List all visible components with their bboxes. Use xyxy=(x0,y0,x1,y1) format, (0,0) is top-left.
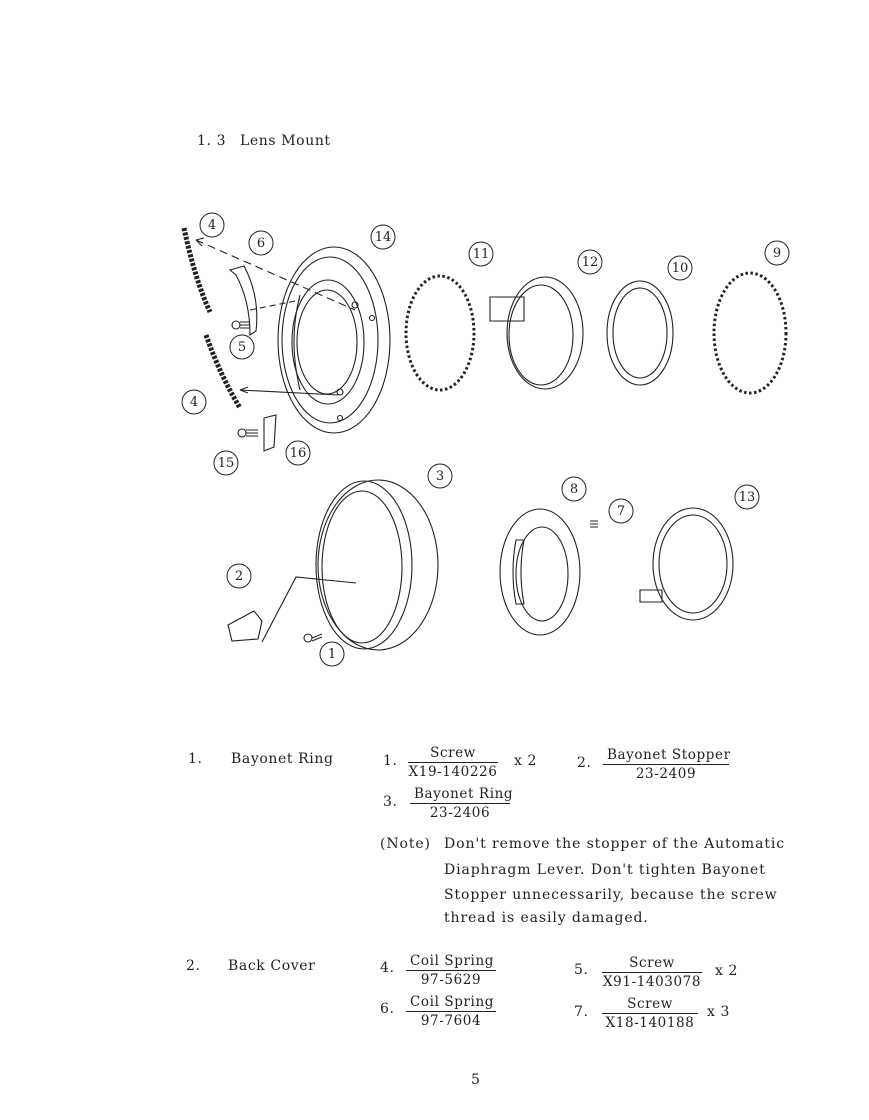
part-entry-bayonet-ring xyxy=(410,786,514,821)
part-code: X18-140188 xyxy=(605,1015,695,1031)
part-code: X19-140226 xyxy=(408,764,498,780)
item-index: 4. xyxy=(380,960,395,976)
callout-label: 3 xyxy=(435,469,445,484)
callout-label: 16 xyxy=(289,446,307,461)
callout-label: 4 xyxy=(189,395,199,410)
group-number: 1. xyxy=(188,751,203,767)
item-qty: x 3 xyxy=(707,1004,731,1020)
part-5-screw xyxy=(232,321,250,329)
note-line: thread is easily damaged. xyxy=(444,910,649,926)
part-entry-coil-spring xyxy=(406,994,496,1029)
item-qty: x 2 xyxy=(715,963,739,979)
page-number: 5 xyxy=(471,1072,481,1088)
part-14-mount-plate xyxy=(278,247,390,433)
part-code: 97-5629 xyxy=(420,972,482,988)
part-code: 23-2409 xyxy=(635,766,697,782)
part-10-ring xyxy=(607,281,673,385)
callout-label: 2 xyxy=(234,569,244,584)
group-name: Back Cover xyxy=(228,958,316,974)
part-2-stopper xyxy=(228,611,262,641)
callout-label: 7 xyxy=(616,504,626,519)
part-7-screw xyxy=(590,521,598,527)
part-1-screw xyxy=(304,634,322,642)
item-index: 2. xyxy=(577,755,592,771)
group-name: Bayonet Ring xyxy=(231,751,334,767)
part-12-ring xyxy=(490,277,583,389)
callout-label: 15 xyxy=(217,456,235,471)
part-code: 23-2406 xyxy=(429,805,491,821)
part-11-balls xyxy=(406,276,474,390)
note-line: Diaphragm Lever. Don't tighten Bayonet xyxy=(444,862,766,878)
note-line: Stopper unnecessarily, because the screw xyxy=(444,887,778,903)
part-name: Screw xyxy=(408,745,498,763)
part-entry-coil-spring xyxy=(406,953,496,988)
part-name: Screw xyxy=(602,955,702,973)
item-qty: x 2 xyxy=(514,753,538,769)
part-name: Coil Spring xyxy=(406,994,496,1012)
section-title: Lens Mount xyxy=(240,133,331,149)
item-index: 5. xyxy=(574,962,589,978)
note-label: (Note) xyxy=(380,836,431,852)
item-index: 3. xyxy=(383,794,398,810)
callout-label: 11 xyxy=(472,247,490,262)
note-line: Don't remove the stopper of the Automatic xyxy=(444,836,785,852)
callout-label: 5 xyxy=(237,340,247,355)
part-entry-screw xyxy=(602,996,698,1031)
part-name: Bayonet Ring xyxy=(410,786,510,804)
part-entry-screw xyxy=(602,955,702,990)
callout-label: 14 xyxy=(374,230,392,245)
callout-label: 13 xyxy=(738,490,756,505)
part-name: Bayonet Stopper xyxy=(603,747,729,765)
callout-label: 9 xyxy=(772,246,782,261)
section-number: 1. 3 xyxy=(197,133,227,149)
part-name: Screw xyxy=(602,996,698,1014)
part-code: 97-7604 xyxy=(420,1013,482,1029)
part-9-balls xyxy=(714,273,786,393)
part-3-bayonet-ring xyxy=(316,480,438,650)
item-index: 1. xyxy=(383,753,398,769)
part-name: Coil Spring xyxy=(406,953,496,971)
part-13-ring xyxy=(640,508,733,620)
callout-label: 6 xyxy=(256,236,266,251)
callout-label: 10 xyxy=(671,261,689,276)
part-15-screw xyxy=(238,429,258,437)
part-8-plate xyxy=(500,509,580,635)
part-entry-bayonet-stopper xyxy=(603,747,729,782)
group-number: 2. xyxy=(186,958,201,974)
part-16-plate xyxy=(264,415,276,451)
callout-label: 12 xyxy=(581,255,599,270)
item-index: 6. xyxy=(380,1001,395,1017)
part-entry-screw xyxy=(408,745,498,780)
part-code: X91-1403078 xyxy=(602,974,702,990)
callout-label: 8 xyxy=(569,482,579,497)
callout-label: 1 xyxy=(327,647,337,662)
item-index: 7. xyxy=(574,1004,589,1020)
callout-label: 4 xyxy=(207,218,217,233)
